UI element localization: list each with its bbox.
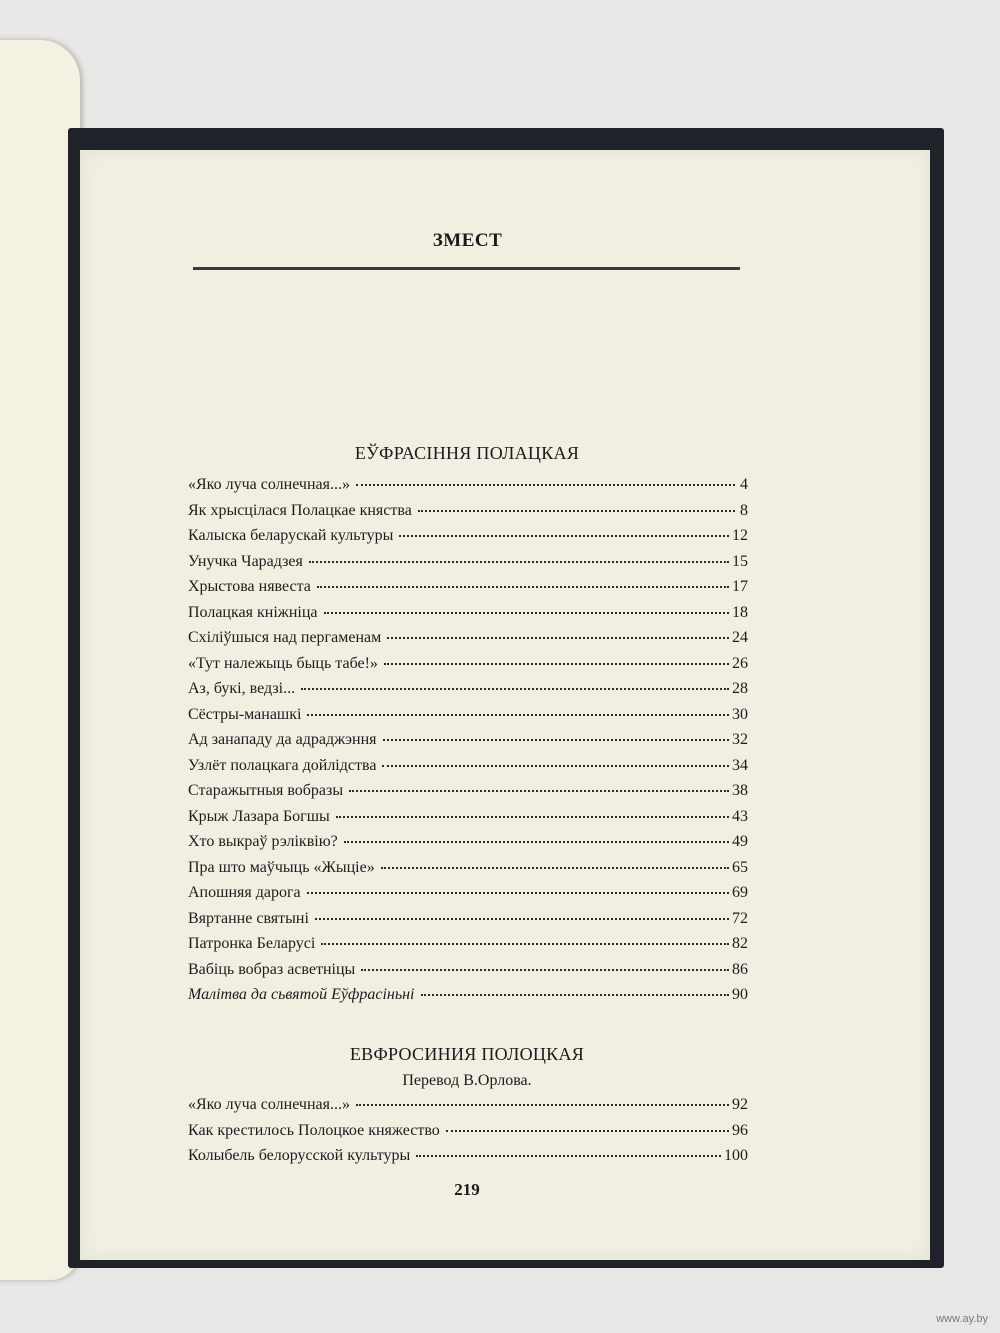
page-heading: ЗМЕСТ — [432, 230, 503, 251]
dot-leader — [307, 713, 729, 716]
toc-entry-title: Калыска беларускай культуры — [188, 527, 394, 544]
toc-entry — [188, 553, 748, 579]
page-number: 219 — [454, 1180, 480, 1199]
toc-entry — [188, 629, 748, 655]
toc-entry-page: 18 — [732, 603, 748, 621]
toc-entry-title: Малітва да сьвятой Еўфрасіньні — [188, 986, 415, 1003]
toc-entry-title: Узлёт полацкага дойлідства — [188, 756, 377, 774]
toc-entry-title: Аз, букі, ведзі... — [188, 680, 296, 697]
dot-leader — [324, 611, 730, 614]
dot-leader — [383, 738, 729, 741]
toc-entry-page: 100 — [724, 1147, 748, 1164]
dot-leader — [381, 866, 729, 869]
toc-entry-page: 49 — [732, 833, 748, 850]
toc-list-1 — [188, 476, 748, 1012]
toc-entry — [188, 731, 748, 757]
toc-entry-title: Як хрысцілася Полацкае княства — [188, 501, 412, 519]
toc-entry-page: 28 — [732, 680, 748, 697]
toc-entry-page: 86 — [732, 960, 748, 978]
section-subtitle-2: Перевод В.Орлова. — [402, 1072, 532, 1089]
toc-entry-page: 12 — [732, 527, 748, 544]
toc-entry-title: Полацкая кніжніца — [188, 603, 318, 621]
toc-entry-title: Старажытныя вобразы — [188, 782, 344, 799]
toc-entry-page: 96 — [732, 1121, 748, 1139]
toc-entry-page: 72 — [732, 909, 748, 927]
toc-entry-title: Хто выкраў рэліквію? — [188, 833, 338, 850]
toc-entry-title: Схіліўшыся над пергаменам — [188, 629, 382, 646]
section-title-2: ЕВФРОСИНИЯ ПОЛОЦКАЯ — [349, 1044, 585, 1064]
dot-leader — [309, 560, 729, 563]
heading-rule — [193, 267, 740, 270]
toc-entry — [188, 1122, 748, 1148]
toc-entry-page: 90 — [732, 986, 748, 1003]
dot-leader — [356, 483, 735, 486]
toc-entry-title: Колыбель белорусской культуры — [188, 1147, 411, 1164]
book-page — [80, 150, 930, 1260]
toc-entry-page: 26 — [732, 654, 748, 672]
toc-entry — [188, 935, 748, 961]
dot-leader — [344, 840, 729, 843]
toc-entry-title: Сёстры-манашкі — [188, 705, 302, 723]
dot-leader — [384, 662, 729, 665]
toc-entry — [188, 655, 748, 681]
toc-entry — [188, 604, 748, 630]
toc-entry-page: 17 — [732, 578, 748, 595]
toc-entry-page: 43 — [732, 807, 748, 825]
toc-entry — [188, 808, 748, 834]
section-title-1: ЕЎФРАСІННЯ ПОЛАЦКАЯ — [354, 443, 580, 463]
dot-leader — [349, 789, 729, 792]
dot-leader — [421, 993, 730, 996]
toc-entry-title: «Яко луча солнечная...» — [188, 1096, 350, 1113]
toc-entry-page: 30 — [732, 705, 748, 723]
toc-entry — [188, 1147, 748, 1173]
toc-entry-title: Унучка Чарадзея — [188, 552, 303, 570]
toc-entry — [188, 578, 748, 604]
toc-entry-page: 32 — [732, 731, 748, 748]
toc-entry-title: Патронка Беларусі — [188, 935, 316, 952]
toc-list-2 — [188, 1096, 748, 1173]
toc-entry-title: Ад занападу да адраджэння — [188, 731, 377, 748]
toc-entry-title: Хрыстова нявеста — [188, 578, 311, 595]
dot-leader — [321, 942, 729, 945]
dot-leader — [382, 764, 729, 767]
toc-entry-title: «Яко луча солнечная...» — [188, 476, 350, 493]
toc-entry-page: 15 — [732, 552, 748, 570]
toc-entry — [188, 986, 748, 1012]
dot-leader — [418, 509, 735, 512]
dot-leader — [446, 1129, 729, 1132]
toc-entry-page: 65 — [732, 858, 748, 876]
toc-entry-page: 24 — [732, 629, 748, 646]
dot-leader — [307, 891, 729, 894]
toc-entry-page: 4 — [740, 476, 748, 493]
toc-entry — [188, 757, 748, 783]
toc-entry — [188, 476, 748, 502]
dot-leader — [315, 917, 729, 920]
toc-entry — [188, 527, 748, 553]
dot-leader — [416, 1154, 721, 1157]
toc-entry-page: 82 — [732, 935, 748, 952]
dot-leader — [301, 687, 729, 690]
toc-entry-title: Вяртанне святыні — [188, 909, 309, 927]
toc-entry — [188, 782, 748, 808]
toc-entry-title: Вабіць вобраз асветніцы — [188, 960, 356, 978]
dot-leader — [361, 968, 729, 971]
toc-entry-title: Пра што маўчыць «Жыціе» — [188, 858, 375, 876]
toc-entry-title: Крыж Лазара Богшы — [188, 807, 330, 825]
toc-entry — [188, 680, 748, 706]
toc-entry-page: 38 — [732, 782, 748, 799]
dot-leader — [356, 1103, 729, 1106]
dot-leader — [387, 636, 729, 639]
dot-leader — [317, 585, 729, 588]
toc-entry-page: 8 — [740, 501, 748, 519]
toc-entry-title: «Тут належыць быць табе!» — [188, 654, 378, 672]
dot-leader — [399, 534, 729, 537]
toc-entry — [188, 961, 748, 987]
toc-entry — [188, 884, 748, 910]
dot-leader — [336, 815, 729, 818]
toc-entry — [188, 833, 748, 859]
toc-entry — [188, 1096, 748, 1122]
toc-entry-page: 69 — [732, 884, 748, 901]
toc-entry-page: 92 — [732, 1096, 748, 1113]
toc-entry — [188, 910, 748, 936]
toc-entry-title: Как крестилось Полоцкое княжество — [188, 1121, 440, 1139]
watermark: www.ay.by — [936, 1313, 988, 1325]
toc-entry-page: 34 — [732, 756, 748, 774]
toc-entry — [188, 502, 748, 528]
toc-entry — [188, 859, 748, 885]
toc-entry-title: Апошняя дарога — [188, 884, 301, 901]
toc-entry — [188, 706, 748, 732]
